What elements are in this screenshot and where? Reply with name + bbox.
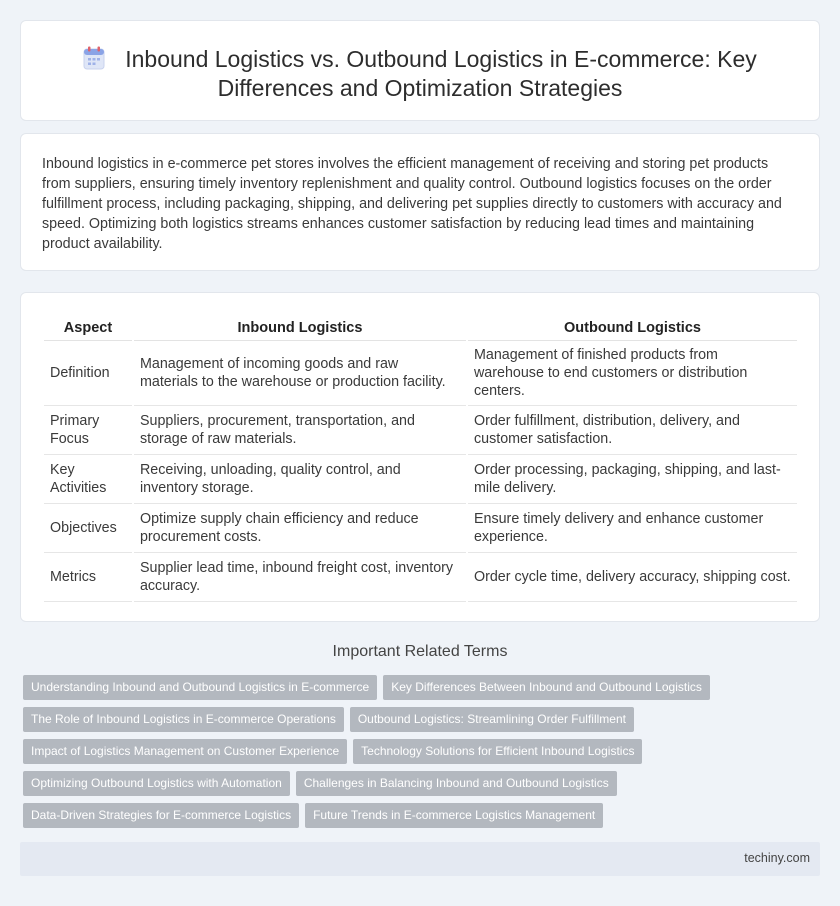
- row-inbound: Receiving, unloading, quality control, and inventory storage.: [134, 455, 466, 504]
- header-inbound: Inbound Logistics: [134, 315, 466, 341]
- row-outbound: Order cycle time, delivery accuracy, shipping cost.: [468, 553, 797, 602]
- related-term-tag[interactable]: Key Differences Between Inbound and Outbound Logistics: [383, 675, 710, 700]
- row-inbound: Suppliers, procurement, transportation, and storage of raw materials.: [134, 406, 466, 455]
- title-line-2: Differences and Optimization Strategies: [217, 75, 623, 101]
- row-inbound: Optimize supply chain efficiency and reduce procurement costs.: [134, 504, 466, 553]
- row-aspect: Objectives: [44, 504, 132, 553]
- header-outbound: Outbound Logistics: [468, 315, 797, 341]
- related-term-tag[interactable]: Optimizing Outbound Logistics with Automation: [23, 771, 290, 796]
- related-term-tag[interactable]: Impact of Logistics Management on Customer Experience: [23, 739, 347, 764]
- row-aspect: Metrics: [44, 553, 132, 602]
- related-term-tag[interactable]: The Role of Inbound Logistics in E-commerce Operations: [23, 707, 344, 732]
- row-inbound: Management of incoming goods and raw materials to the warehouse or production facility.: [134, 341, 466, 406]
- related-term-tag[interactable]: Data-Driven Strategies for E-commerce Logistics: [23, 803, 299, 828]
- related-term-tag[interactable]: Understanding Inbound and Outbound Logistics in E-commerce: [23, 675, 377, 700]
- page-title: [21, 45, 819, 103]
- related-term-tag[interactable]: Technology Solutions for Efficient Inbound Logistics: [353, 739, 642, 764]
- table-row: [44, 553, 797, 602]
- row-outbound: Order fulfillment, distribution, delivery, and customer satisfaction.: [468, 406, 797, 455]
- table-header-row: [44, 315, 797, 341]
- comparison-table: [42, 315, 799, 602]
- row-outbound: Management of finished products from warehouse to end customers or distribution centers.: [468, 341, 797, 406]
- title-line-1: Inbound Logistics vs. Outbound Logistics in E-commerce: Key: [125, 46, 757, 72]
- intro-card: [20, 133, 820, 271]
- header-card: [20, 20, 820, 121]
- footer-bar: [20, 842, 820, 876]
- related-terms-list: [23, 675, 820, 835]
- row-outbound: Ensure timely delivery and enhance customer experience.: [468, 504, 797, 553]
- related-term-tag[interactable]: Challenges in Balancing Inbound and Outbound Logistics: [296, 771, 617, 796]
- table-row: [44, 455, 797, 504]
- related-term-tag[interactable]: Outbound Logistics: Streamlining Order Fulfillment: [350, 707, 634, 732]
- table-row: [44, 406, 797, 455]
- row-aspect: Primary Focus: [44, 406, 132, 455]
- row-aspect: Definition: [44, 341, 132, 406]
- calendar-icon: [83, 46, 105, 70]
- table-row: [44, 341, 797, 406]
- row-aspect: Key Activities: [44, 455, 132, 504]
- comparison-table-card: [20, 292, 820, 622]
- row-inbound: Supplier lead time, inbound freight cost, inventory accuracy.: [134, 553, 466, 602]
- related-terms-heading: Important Related Terms: [332, 643, 508, 660]
- table-row: [44, 504, 797, 553]
- row-outbound: Order processing, packaging, shipping, and last-mile delivery.: [468, 455, 797, 504]
- header-aspect: Aspect: [44, 315, 132, 341]
- site-credit[interactable]: techiny.com: [744, 851, 810, 865]
- intro-paragraph: Inbound logistics in e-commerce pet stores involves the efficient management of receiving and storing pet products from suppliers, ensuring timely inventory replenishment and quality control. Outbound logistics focuses on the order fulfillment process, including packaging, shipping, and delivering pet supplies directly to customers with accuracy and speed. Optimizing both logistics streams enhances customer satisfaction by reducing lead times and maintaining product availability.: [42, 156, 782, 252]
- related-term-tag[interactable]: Future Trends in E-commerce Logistics Management: [305, 803, 603, 828]
